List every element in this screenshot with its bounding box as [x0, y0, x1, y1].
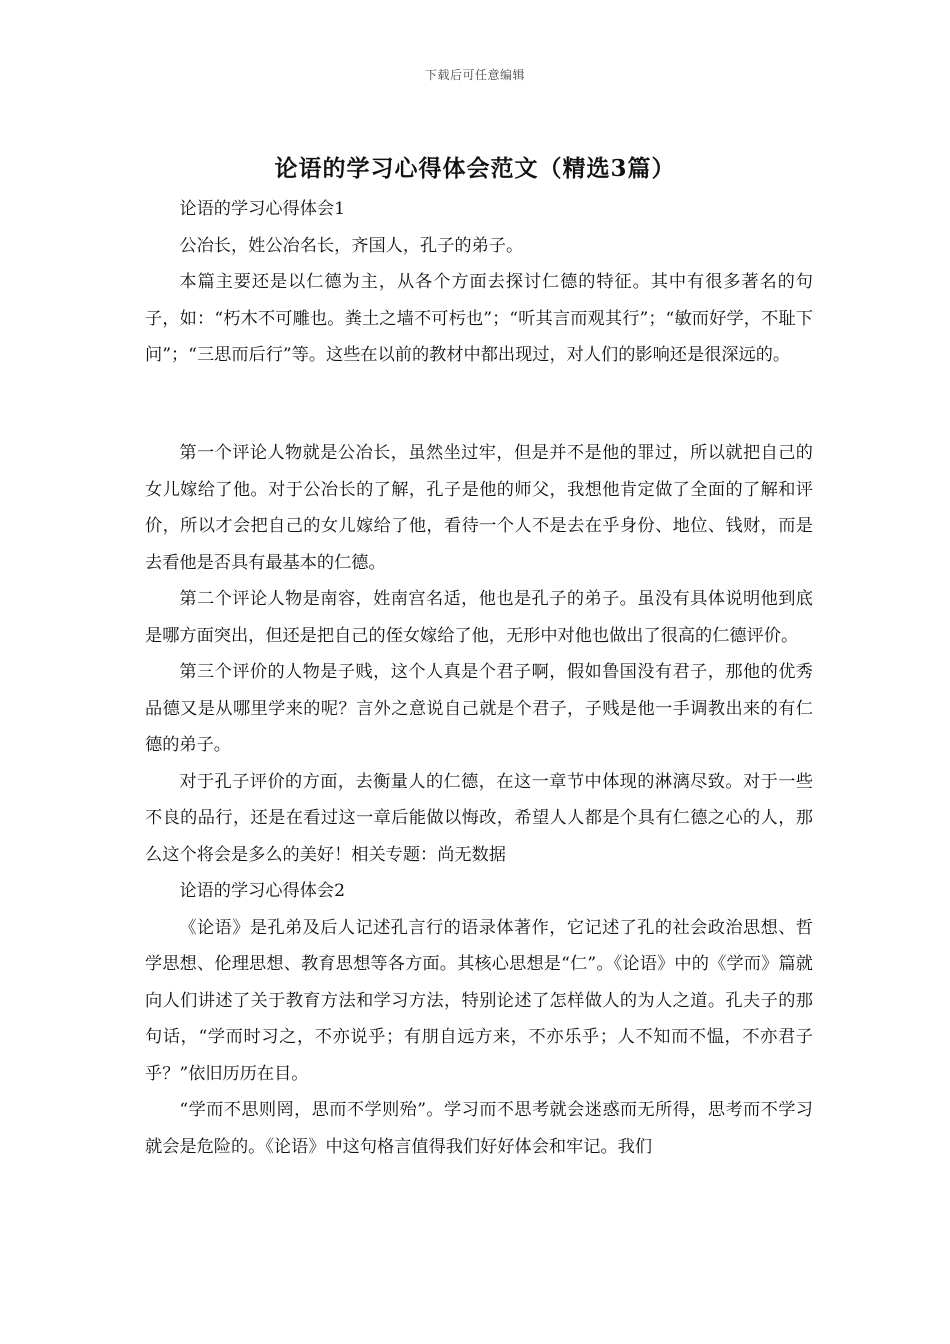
paragraph: “学而不思则罔，思而不学则殆”。学习而不思考就会迷惑而无所得，思考而不学习就会是危险的。《论语》中这句格言值得我们好好体会和牢记。我们: [145, 1100, 813, 1157]
section-heading-1: 论语的学习心得体会1: [179, 199, 346, 219]
paragraph: 第一个评论人物就是公冶长，虽然坐过牢，但是并不是他的罪过，所以就把自己的女儿嫁给了他。对于公冶长的了解，孔子是他的师父，我想他肯定做了全面的了解和评价，所以才会把自己的女儿嫁给了他，看待一个人不是去在乎身份、地位、钱财，而是去看他是否具有最基本的仁德。: [145, 443, 813, 573]
paragraph: 本篇主要还是以仁德为主，从各个方面去探讨仁德的特征。其中有很多著名的句子，如：“朽木不可雕也。粪土之墙不可杇也”；“听其言而观其行”；“敏而好学，不耻下问”；“三思而后行”等。这些在以前的教材中都出现过，对人们的影响还是很深远的。: [145, 272, 813, 365]
paragraph: 对于孔子评价的方面，去衡量人的仁德，在这一章节中体现的淋漓尽致。对于一些不良的品行，还是在看过这一章后能做以悔改，希望人人都是个具有仁德之心的人，那么这个将会是多么的美好！相关专题：尚无数据: [145, 771, 813, 865]
paragraph: 第三个评价的人物是子贱，这个人真是个君子啊，假如鲁国没有君子，那他的优秀品德又是从哪里学来的呢？言外之意说自己就是个君子，子贱是他一手调教出来的有仁德的弟子。: [145, 662, 813, 755]
paragraph: 公冶长，姓公冶名长，齐国人，孔子的弟子。: [179, 235, 524, 256]
paragraph: 《论语》是孔弟及后人记述孔言行的语录体著作，它记述了孔的社会政治思想、哲学思想、伦理思想、教育思想等各方面。其核心思想是“仁”。《论语》中的《学而》篇就向人们讲述了关于教育方法和学习方法，特别论述了怎样做人的为人之道。孔夫子的那句话，“学而时习之，不亦说乎；有朋自远方来，不亦乐乎；人不知而不愠，不亦君子乎？”依旧历历在目。: [145, 917, 813, 1084]
document-body: [145, 191, 813, 1165]
header-note: 下载后可任意编辑: [424, 68, 525, 82]
paragraph: 第二个评论人物是南容，姓南宫名适，他也是孔子的弟子。虽没有具体说明他到底是哪方面突出，但还是把自己的侄女嫁给了他，无形中对他也做出了很高的仁德评价。: [145, 589, 813, 646]
blank-line: [145, 374, 813, 411]
section-heading-2: 论语的学习心得体会2: [179, 881, 346, 901]
document-title: 论语的学习心得体会范文（精选3篇）: [274, 155, 676, 182]
